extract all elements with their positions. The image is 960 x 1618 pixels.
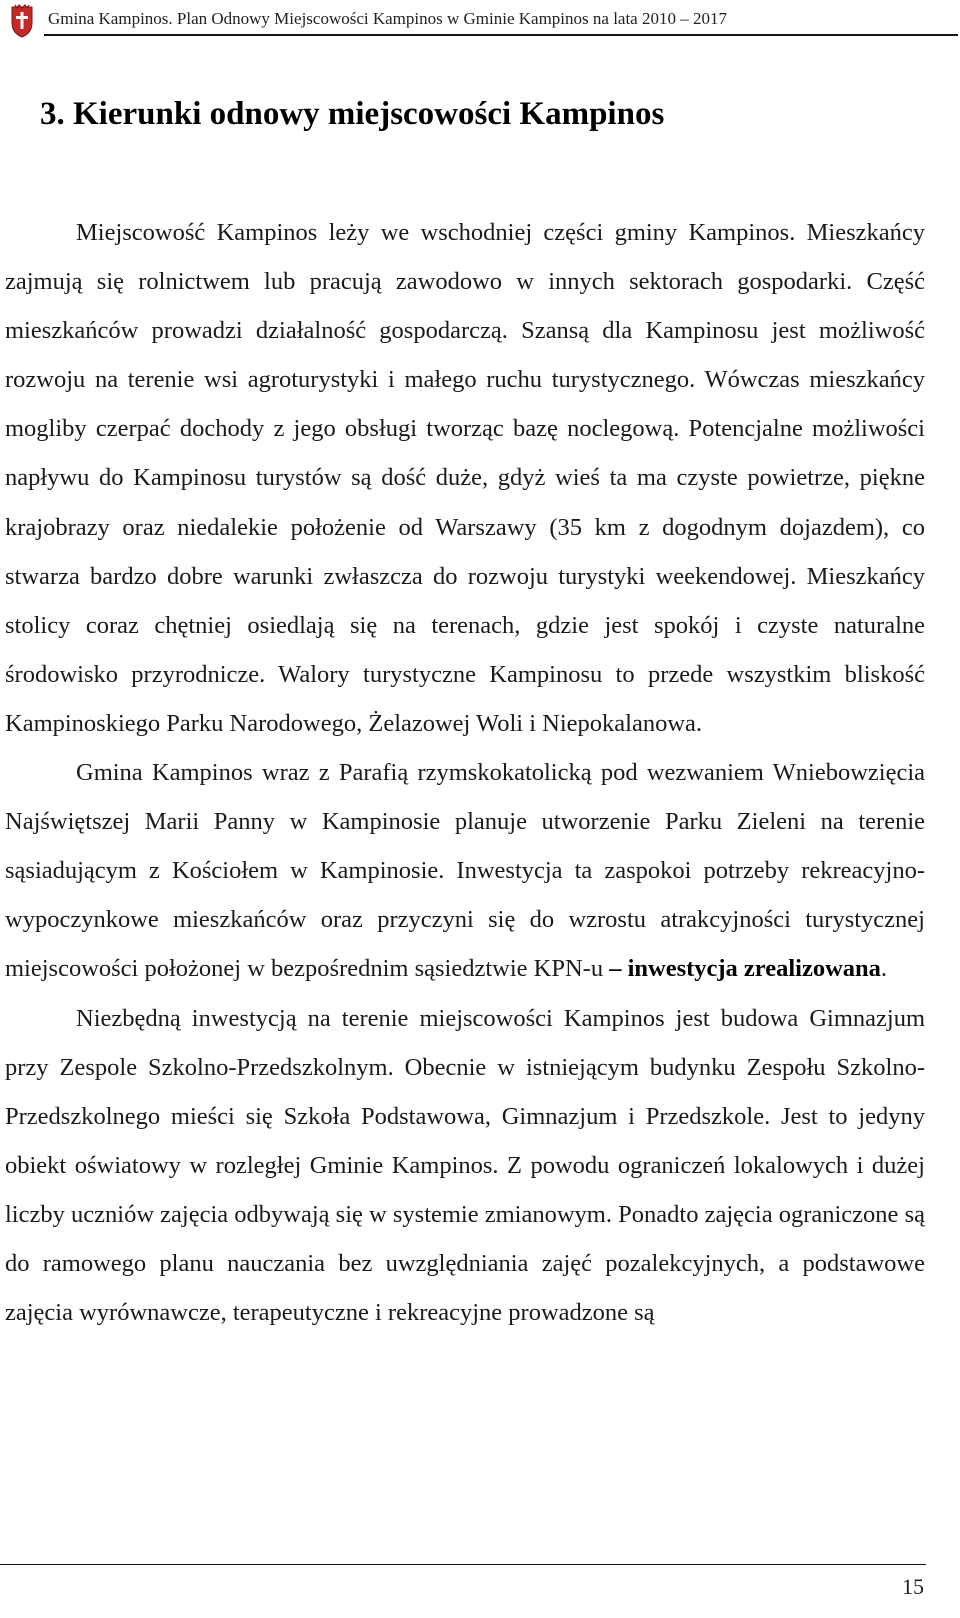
page-number: 15 — [902, 1574, 924, 1599]
header-title: Gmina Kampinos. Plan Odnowy Miejscowości Kampinos w Gminie Kampinos na lata 2010 – 2017 — [48, 9, 727, 28]
header-divider — [44, 34, 958, 36]
section-title: 3. Kierunki odnowy miejscowości Kampinos — [40, 96, 665, 132]
coat-of-arms-icon — [6, 3, 38, 39]
paragraph-2-bold-note: – inwestycja zrealizowana — [609, 955, 881, 983]
paragraph-2-tail: . — [880, 955, 888, 983]
paragraph-3 — [5, 994, 925, 1338]
footer-divider — [0, 1564, 926, 1565]
paragraph-3-text: Niezbędną inwestycją na terenie miejscowości Kampinos jest budowa Gimnazjum przy Zespole Szkolno-Przedszkolnym. Obecnie w istniejącym budynku Zespołu Szkolno-Przedszkolnego mieści się Szkoła Podstawowa, Gimnazjum i Przedszkole. Jest to jedyny obiekt oświatowy w rozległej Gminie Kampinos. Z powodu ograniczeń lokalowych i dużej liczby uczniów zajęcia odbywają się w systemie zmianowym. Ponadto zajęcia ograniczone są do ramowego planu nauczania bez uwzględniania zajęć pozalekcyjnych, a podstawowe zajęcia wyrównawcze, terapeutyczne i rekreacyjne prowadzone są — [5, 1004, 925, 1327]
paragraph-2-text: Gmina Kampinos wraz z Parafią rzymskokatolicką pod wezwaniem Wniebowzięcia Najświętszej Marii Panny w Kampinosie planuje utworzenie Parku Zieleni na terenie sąsiadującym z Kościołem w Kampinosie. Inwestycja ta zaspokoi potrzeby rekreacyjno-wypoczynkowe mieszkańców oraz przyczyni się do wzrostu atrakcyjności turystycznej miejscowości położonej w bezpośrednim sąsiedztwie KPN-u — [5, 759, 925, 983]
running-header — [0, 0, 960, 42]
paragraph-1 — [5, 208, 925, 748]
body-text — [5, 208, 925, 1337]
paragraph-2 — [5, 748, 925, 993]
paragraph-1-text: Miejscowość Kampinos leży we wschodniej części gminy Kampinos. Mieszkańcy zajmują się rolnictwem lub pracują zawodowo w innych sektorach gospodarki. Część mieszkańców prowadzi działalność gospodarczą. Szansą dla Kampinosu jest możliwość rozwoju na terenie wsi agroturystyki i małego ruchu turystycznego. Wówczas mieszkańcy mogliby czerpać dochody z jego obsługi tworząc bazę noclegową. Potencjalne możliwości napływu do Kampinosu turystów są dość duże, gdyż wieś ta ma czyste powietrze, piękne krajobrazy oraz niedalekie położenie od Warszawy (35 km z dogodnym dojazdem), co stwarza bardzo dobre warunki zwłaszcza do rozwoju turystyki weekendowej. Mieszkańcy stolicy coraz chętniej osiedlają się na terenach, gdzie jest spokój i czyste naturalne środowisko przyrodnicze. Walory turystyczne Kampinosu to przede wszystkim bliskość Kampinoskiego Parku Narodowego, Żelazowej Woli i Niepokalanowa. — [5, 219, 925, 737]
